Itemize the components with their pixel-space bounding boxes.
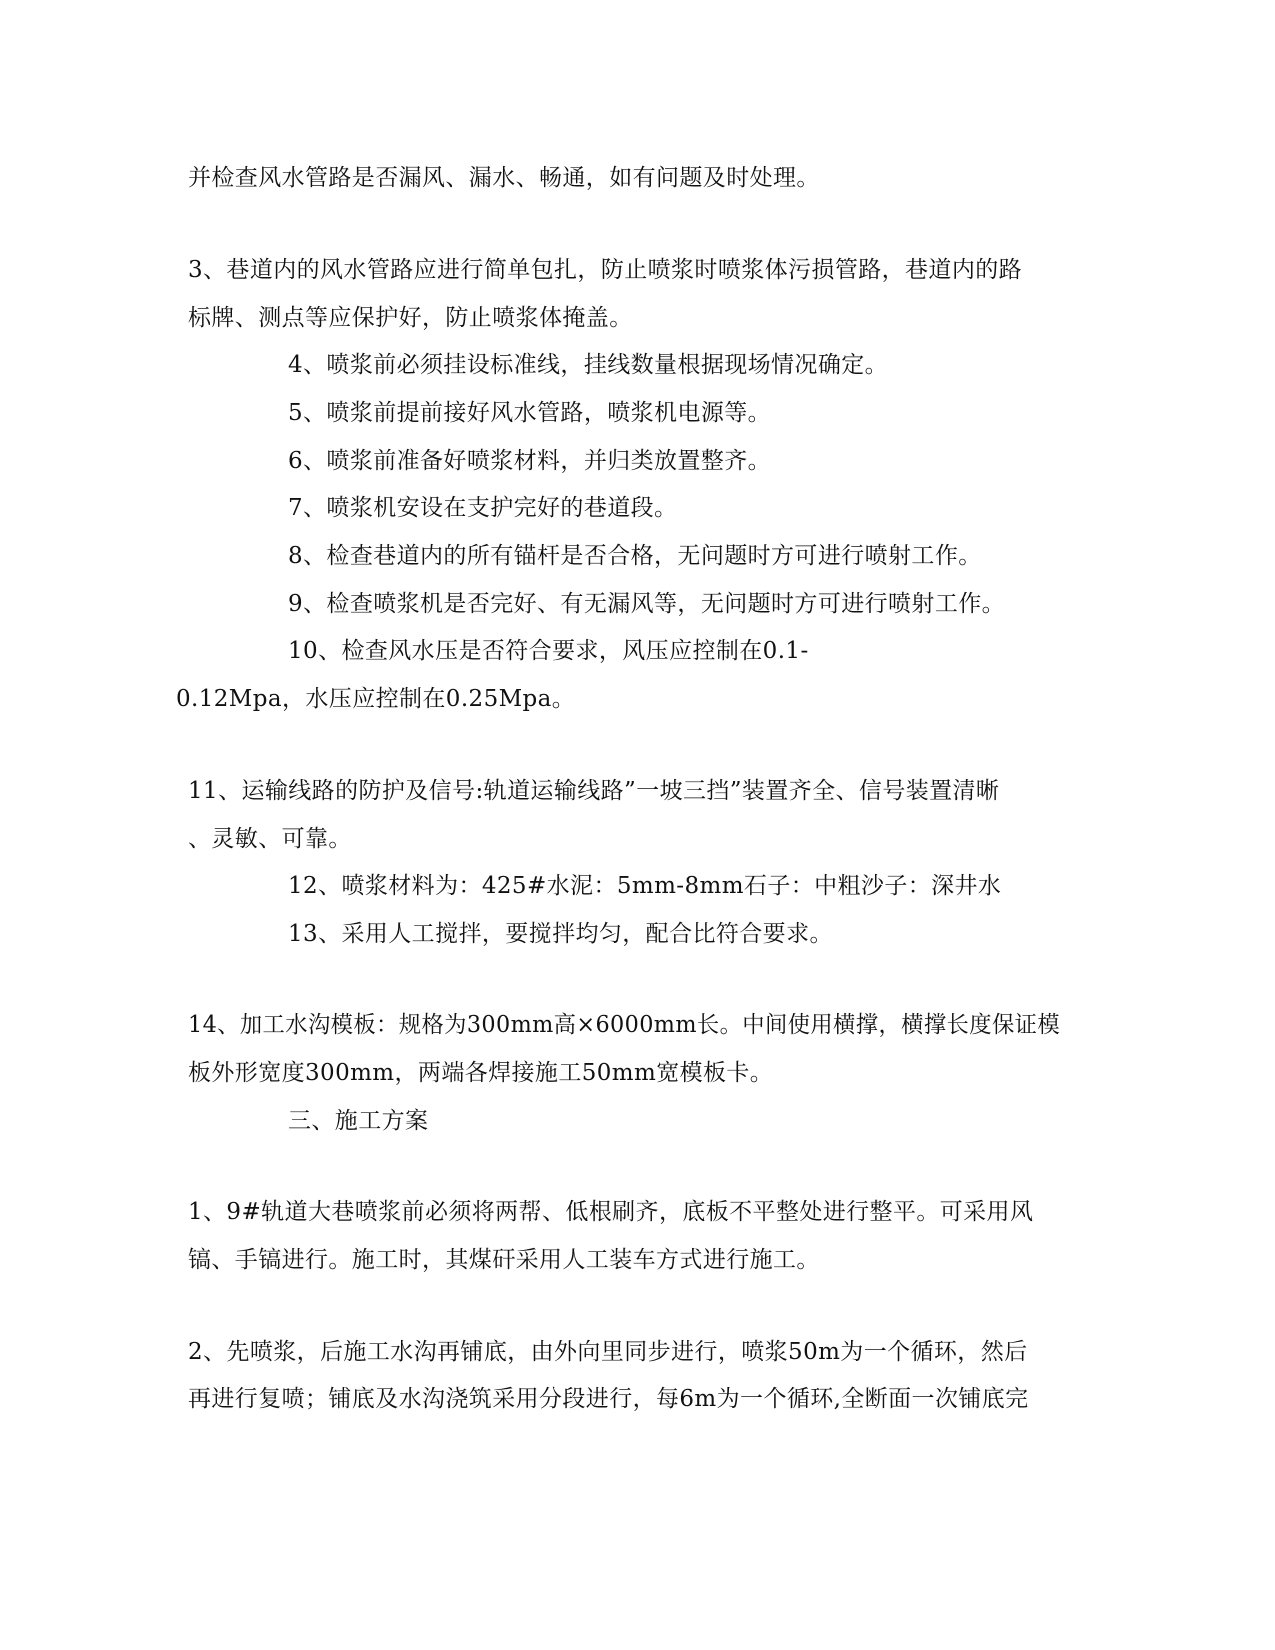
section-heading: 三、施工方案 — [288, 1108, 429, 1134]
text-line: 板外形宽度300mm，两端各焊接施工50mm宽模板卡。 — [188, 1060, 774, 1086]
text-line: 14、加工水沟模板：规格为300mm高×6000mm长。中间使用横撑，横撑长度保证模 — [188, 1012, 1061, 1038]
text-line: 并检查风水管路是否漏风、漏水、畅通，如有问题及时处理。 — [188, 165, 820, 191]
text-line: 13、采用人工搅拌，要搅拌均匀，配合比符合要求。 — [288, 921, 833, 947]
text-line: 12、喷浆材料为：425#水泥：5mm-8mm石子：中粗沙子：深井水 — [288, 873, 1002, 899]
text-line: 标牌、测点等应保护好，防止喷浆体掩盖。 — [188, 305, 633, 331]
text-line: 1、9#轨道大巷喷浆前必须将两帮、低根刷齐，底板不平整处进行整平。可采用风 — [188, 1199, 1034, 1225]
text-line: 10、检查风水压是否符合要求，风压应控制在0.1- — [288, 638, 809, 664]
text-line: 再进行复喷；铺底及水沟浇筑采用分段进行，每6m为一个循环,全断面一次铺底完 — [188, 1386, 1029, 1412]
text-line: 8、检查巷道内的所有锚杆是否合格，无问题时方可进行喷射工作。 — [288, 543, 982, 569]
text-line: 11、运输线路的防护及信号:轨道运输线路”一坡三挡”装置齐全、信号装置清晰 — [188, 778, 1000, 804]
text-line: 4、喷浆前必须挂设标准线，挂线数量根据现场情况确定。 — [288, 352, 889, 378]
text-line: 镐、手镐进行。施工时，其煤矸采用人工装车方式进行施工。 — [188, 1247, 820, 1273]
text-line: 2、先喷浆，后施工水沟再铺底，由外向里同步进行，喷浆50m为一个循环，然后 — [188, 1339, 1028, 1365]
text-line: 5、喷浆前提前接好风水管路，喷浆机电源等。 — [288, 400, 772, 426]
text-line: 7、喷浆机安设在支护完好的巷道段。 — [288, 495, 678, 521]
text-line: 0.12Mpa，水压应控制在0.25Mpa。 — [176, 686, 576, 712]
text-line: 、灵敏、可靠。 — [188, 826, 352, 852]
text-line: 3、巷道内的风水管路应进行简单包扎，防止喷浆时喷浆体污损管路，巷道内的路 — [188, 257, 1023, 283]
text-line: 9、检查喷浆机是否完好、有无漏风等，无问题时方可进行喷射工作。 — [288, 591, 1006, 617]
text-line: 6、喷浆前准备好喷浆材料，并归类放置整齐。 — [288, 448, 772, 474]
